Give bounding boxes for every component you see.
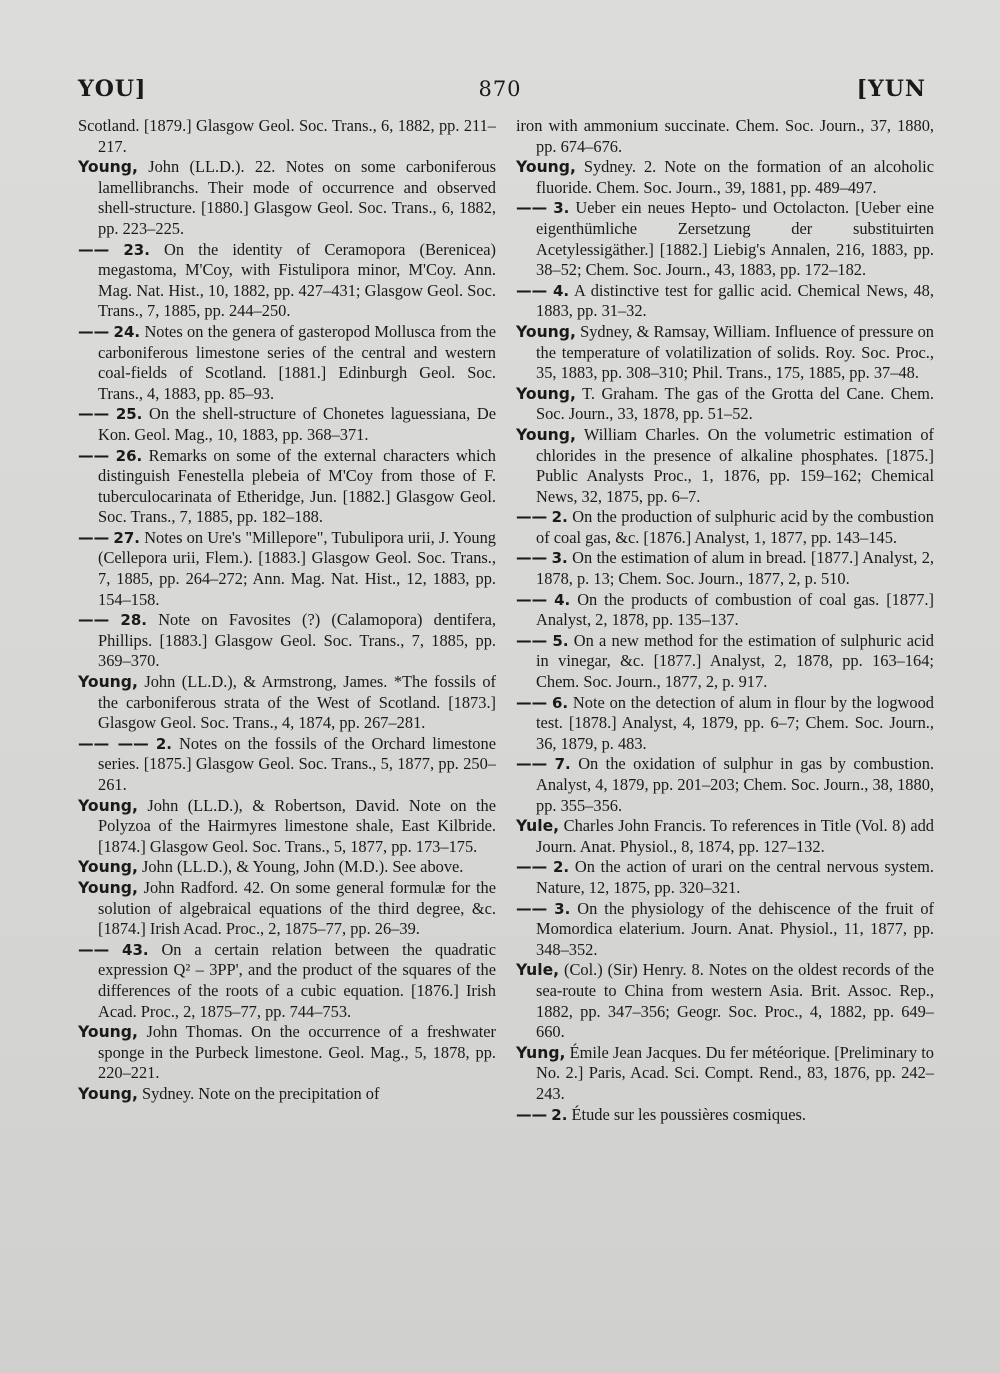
entry-lead: Young, — [516, 322, 576, 341]
entry-number: 3. — [551, 549, 568, 568]
entry-text: Remarks on some of the external characters which distinguish Fenestella plebeia of M'Coy from those of F. tuberculocarinata of Etheridge, Jun. [1882.] Glasgow Geol. Soc. Trans., 7, 1885, pp. 182–188. — [98, 445, 496, 527]
bibliography-entry — [78, 404, 496, 445]
entry-text: T. Graham. The gas of the Grotta del Cane. Chem. Soc. Journ., 33, 1878, pp. 51–52. — [536, 383, 934, 424]
bibliography-entry — [78, 1084, 496, 1105]
entry-text: John (LL.D.). 22. Notes on some carboniferous lamellibranchs. Their mode of occurrence and observed shell-structure. [1880.] Glasgow Geol. Soc. Trans., 6, 1882, pp. 223–225. — [98, 157, 496, 238]
bibliography-entry — [78, 796, 496, 858]
entry-number: 6. — [551, 693, 569, 712]
bibliography-entry — [78, 116, 496, 157]
entry-text: Émile Jean Jacques. Du fer météorique. [Preliminary to No. 2.] Paris, Acad. Sci. Compt. Rend., 83, 1876, pp. 242–243. — [536, 1042, 934, 1103]
entry-lead: Young, — [78, 1023, 138, 1042]
entry-number: 7. — [554, 755, 571, 774]
entry-lead: —— — [78, 405, 110, 424]
page-number: 870 — [478, 77, 522, 101]
entry-text: Ueber ein neues Hepto- und Octolacton. [Ueber eine eigenthümliche Zersetzung der substituirten Acetylessigäther.] [1882.] Liebig's Annalen, 216, 1883, pp. 38–52; Chem. Soc. Journ., 43, 1883, pp. 172–182. — [536, 198, 934, 280]
entry-text: On the production of sulphuric acid by the combustion of coal gas, &c. [1876.] Analyst, 1, 1877, pp. 143–145. — [536, 507, 934, 547]
bibliography-entry — [78, 672, 496, 734]
entry-lead: Young, — [516, 425, 576, 444]
bibliography-entry — [516, 1043, 934, 1105]
entry-number: 2. — [551, 1105, 568, 1124]
entry-text: On the oxidation of sulphur in gas by combustion. Analyst, 4, 1879, pp. 201–203; Chem. Soc. Journ., 38, 1880, pp. 355–356. — [536, 754, 934, 815]
entry-text: John (LL.D.), & Armstrong, James. *The fossils of the carboniferous strata of the West of Scotland. [1873.] Glasgow Geol. Soc. Trans., 4, 1874, pp. 267–281. — [98, 672, 496, 733]
bibliography-entry — [516, 754, 934, 816]
bibliography-entry — [78, 322, 496, 404]
entry-text: Charles John Francis. To references in Title (Vol. 8) add Journ. Anat. Physiol., 8, 1874, pp. 127–132. — [536, 816, 934, 856]
entry-number: 26. — [115, 446, 143, 465]
entry-lead: —— — [516, 508, 548, 527]
entry-text: Sydney. 2. Note on the formation of an alcoholic fluoride. Chem. Soc. Journ., 39, 1881, pp. 489–497. — [536, 157, 934, 197]
entry-number: 25. — [115, 405, 143, 424]
bibliography-entry — [516, 1105, 934, 1126]
entry-text: John Radford. 42. On some general formulæ for the solution of algebraical equations of the third degree, &c. [1874.] Irish Acad. Proc., 2, 1875–77, pp. 26–39. — [98, 877, 496, 939]
entry-text: On a certain relation between the quadratic expression Q² – 3PP', and the product of the squares of the differences of the roots of a cubic equation. [1876.] Irish Acad. Proc., 2, 1875–77, pp. 744–753. — [98, 939, 496, 1021]
entry-number: 5. — [552, 631, 569, 650]
entry-text: (Col.) (Sir) Henry. 8. Notes on the oldest records of the sea-route to China from western Asia. Brit. Assoc. Rep., 1882, pp. 347–356; Geogr. Soc. Proc., 4, 1882, pp. 649–660. — [536, 960, 934, 1042]
entry-lead: —— — [516, 858, 548, 877]
entry-number: 2. — [552, 858, 570, 877]
entry-lead: Young, — [516, 384, 576, 403]
bibliography-entry — [78, 240, 496, 322]
bibliography-entry — [516, 899, 934, 961]
entry-number: 3. — [553, 199, 570, 218]
entry-number: 2. — [551, 508, 568, 527]
bibliography-entry — [516, 507, 934, 548]
entry-lead: —— — [78, 322, 110, 341]
entry-number: 23. — [123, 240, 150, 259]
entry-lead: —— — [516, 755, 548, 774]
entry-text: On the action of urari on the central nervous system. Nature, 12, 1875, pp. 320–321. — [536, 857, 934, 897]
entry-text: Notes on Ure's "Millepore", Tubulipora urii, J. Young (Cellepora urii, Flem.). [1883.] Glasgow Geol. Soc. Trans., 7, 1885, pp. 264–272; Ann. Mag. Nat. Hist., 12, 1883, pp. 154–158. — [98, 527, 496, 609]
entry-lead: —— — [516, 631, 548, 650]
entry-number: 24. — [113, 322, 141, 341]
entry-text: Sydney, & Ramsay, William. Influence of pressure on the temperature of volatilization of solids. Roy. Soc. Proc., 35, 1883, pp. 308–310; Phil. Trans., 175, 1885, pp. 37–48. — [536, 321, 934, 383]
entry-text: A distinctive test for gallic acid. Chemical News, 48, 1883, pp. 31–32. — [536, 280, 934, 321]
entry-lead: Young, — [516, 158, 576, 177]
entry-lead: Young, — [78, 878, 138, 897]
bibliography-entry — [516, 198, 934, 280]
entry-text: John (LL.D.), & Robertson, David. Note on the Polyzoa of the Hairmyres limestone shale, East Kilbride. [1874.] Glasgow Geol. Soc. Trans., 5, 1877, pp. 173–175. — [98, 795, 496, 856]
entry-lead: Yung, — [516, 1043, 566, 1062]
bibliography-entry — [78, 528, 496, 610]
entry-text: Notes on the genera of gasteropod Mollusca from the carboniferous limestone series of the central and western coal-fields of Scotland. [1881.] Edinburgh Geol. Soc. Trans., 4, 1883, pp. 85–93. — [98, 321, 496, 403]
bibliography-entry — [516, 857, 934, 898]
entry-text: On the shell-structure of Chonetes laguessiana, De Kon. Geol. Mag., 10, 1883, pp. 368–371. — [98, 404, 496, 444]
entry-number: 4. — [552, 281, 570, 300]
entry-number: 3. — [554, 899, 571, 918]
bibliography-entry — [516, 322, 934, 384]
entry-lead: —— — [78, 446, 110, 465]
bibliography-entry — [516, 960, 934, 1042]
entry-lead: —— — [516, 899, 548, 918]
entry-text: Note on Favosites (?) (Calamopora) dentifera, Phillips. [1883.] Glasgow Geol. Soc. Trans., 7, 1885, pp. 369–370. — [98, 610, 496, 671]
entry-number: 27. — [113, 528, 140, 547]
entry-text: iron with ammonium succinate. Chem. Soc. Journ., 37, 1880, pp. 674–676. — [516, 116, 934, 156]
bibliography-entry — [516, 548, 934, 589]
right-column — [516, 116, 934, 1125]
entry-number: 4. — [554, 590, 571, 609]
entry-text: Étude sur les poussières cosmiques. — [571, 1104, 806, 1124]
entry-lead: —— — [78, 940, 110, 959]
entry-lead: —— — [78, 528, 110, 547]
entry-text: On the identity of Ceramopora (Berenicea) megastoma, M'Coy, with Fistulipora minor, M'Coy. Ann. Mag. Nat. Hist., 10, 1882, pp. 427–431; Glasgow Geol. Soc. Trans., 7, 1885, pp. 244–250. — [98, 239, 496, 321]
bibliography-entry — [516, 281, 934, 322]
entry-text: On the physiology of the dehiscence of the fruit of Momordica elaterium. Journ. Anat. Physiol., 11, 1877, pp. 348–352. — [536, 898, 934, 959]
entry-text: On the estimation of alum in bread. [1877.] Analyst, 2, 1878, p. 13; Chem. Soc. Journ., 1877, 2, p. 510. — [536, 548, 934, 589]
bibliography-entry — [516, 590, 934, 631]
entry-text: On a new method for the estimation of sulphuric acid in vinegar, &c. [1877.] Analyst, 2, 1878, pp. 163–164; Chem. Soc. Journ., 1877, 2, p. 917. — [536, 630, 934, 692]
entry-text: William Charles. On the volumetric estimation of chlorides in the presence of alkaline phosphates. [1875.] Public Analysts Proc., 1, 1876, pp. 159–162; Chemical News, 32, 1875, pp. 6–7. — [536, 424, 934, 506]
entry-lead: Young, — [78, 858, 138, 877]
bibliography-entry — [516, 631, 934, 693]
bibliography-entry — [516, 816, 934, 857]
entry-text: Notes on the fossils of the Orchard limestone series. [1875.] Glasgow Geol. Soc. Trans., 5, 1877, pp. 250–261. — [98, 733, 496, 794]
entry-lead: —— — [516, 199, 548, 218]
entry-lead: —— — [516, 693, 548, 712]
bibliography-entry — [516, 384, 934, 425]
running-head-right: [YUN — [856, 76, 926, 102]
entry-text: John (LL.D.), & Young, John (M.D.). See above. — [141, 857, 464, 877]
entry-lead: —— — [78, 240, 110, 259]
bibliography-entry — [78, 734, 496, 796]
entry-lead: —— —— — [78, 734, 149, 753]
entry-lead: —— — [78, 611, 110, 630]
entry-lead: Young, — [78, 158, 138, 177]
entry-lead: Young, — [78, 1084, 138, 1103]
entry-number: 28. — [120, 611, 147, 630]
bibliography-entry — [78, 878, 496, 940]
entry-lead: Young, — [78, 796, 138, 815]
entry-text: Sydney. Note on the precipitation of — [141, 1083, 380, 1103]
entry-text: Note on the detection of alum in flour by the logwood test. [1878.] Analyst, 4, 1879, pp. 6–7; Chem. Soc. Journ., 36, 1879, p. 483. — [536, 692, 934, 753]
bibliography-entry — [78, 857, 496, 878]
bibliography-entry — [78, 1022, 496, 1084]
entry-lead: —— — [516, 281, 548, 300]
entry-lead: —— — [516, 590, 548, 609]
entry-lead: Yule, — [516, 817, 560, 836]
entry-text: John Thomas. On the occurrence of a freshwater sponge in the Purbeck limestone. Geol. Mag., 5, 1878, pp. 220–221. — [98, 1022, 497, 1083]
entry-number: 2. — [155, 734, 172, 753]
entry-lead: —— — [516, 549, 548, 568]
bibliography-entry — [78, 157, 496, 239]
bibliography-entry — [516, 425, 934, 507]
entry-lead: —— — [516, 1105, 548, 1124]
entry-lead: Yule, — [516, 961, 560, 980]
entry-text: On the products of combustion of coal gas. [1877.] Analyst, 2, 1878, pp. 135–137. — [536, 589, 934, 630]
entry-number: 43. — [122, 940, 149, 959]
bibliography-entry — [516, 693, 934, 755]
left-column — [78, 116, 496, 1105]
entry-text: Scotland. [1879.] Glasgow Geol. Soc. Trans., 6, 1882, pp. 211–217. — [78, 116, 496, 156]
bibliography-entry — [78, 446, 496, 528]
bibliography-entry — [516, 157, 934, 198]
bibliography-entry — [78, 610, 496, 672]
bibliography-entry — [78, 940, 496, 1022]
bibliography-entry — [516, 116, 934, 157]
running-head-left: YOU] — [78, 76, 147, 102]
entry-lead: Young, — [78, 673, 138, 692]
